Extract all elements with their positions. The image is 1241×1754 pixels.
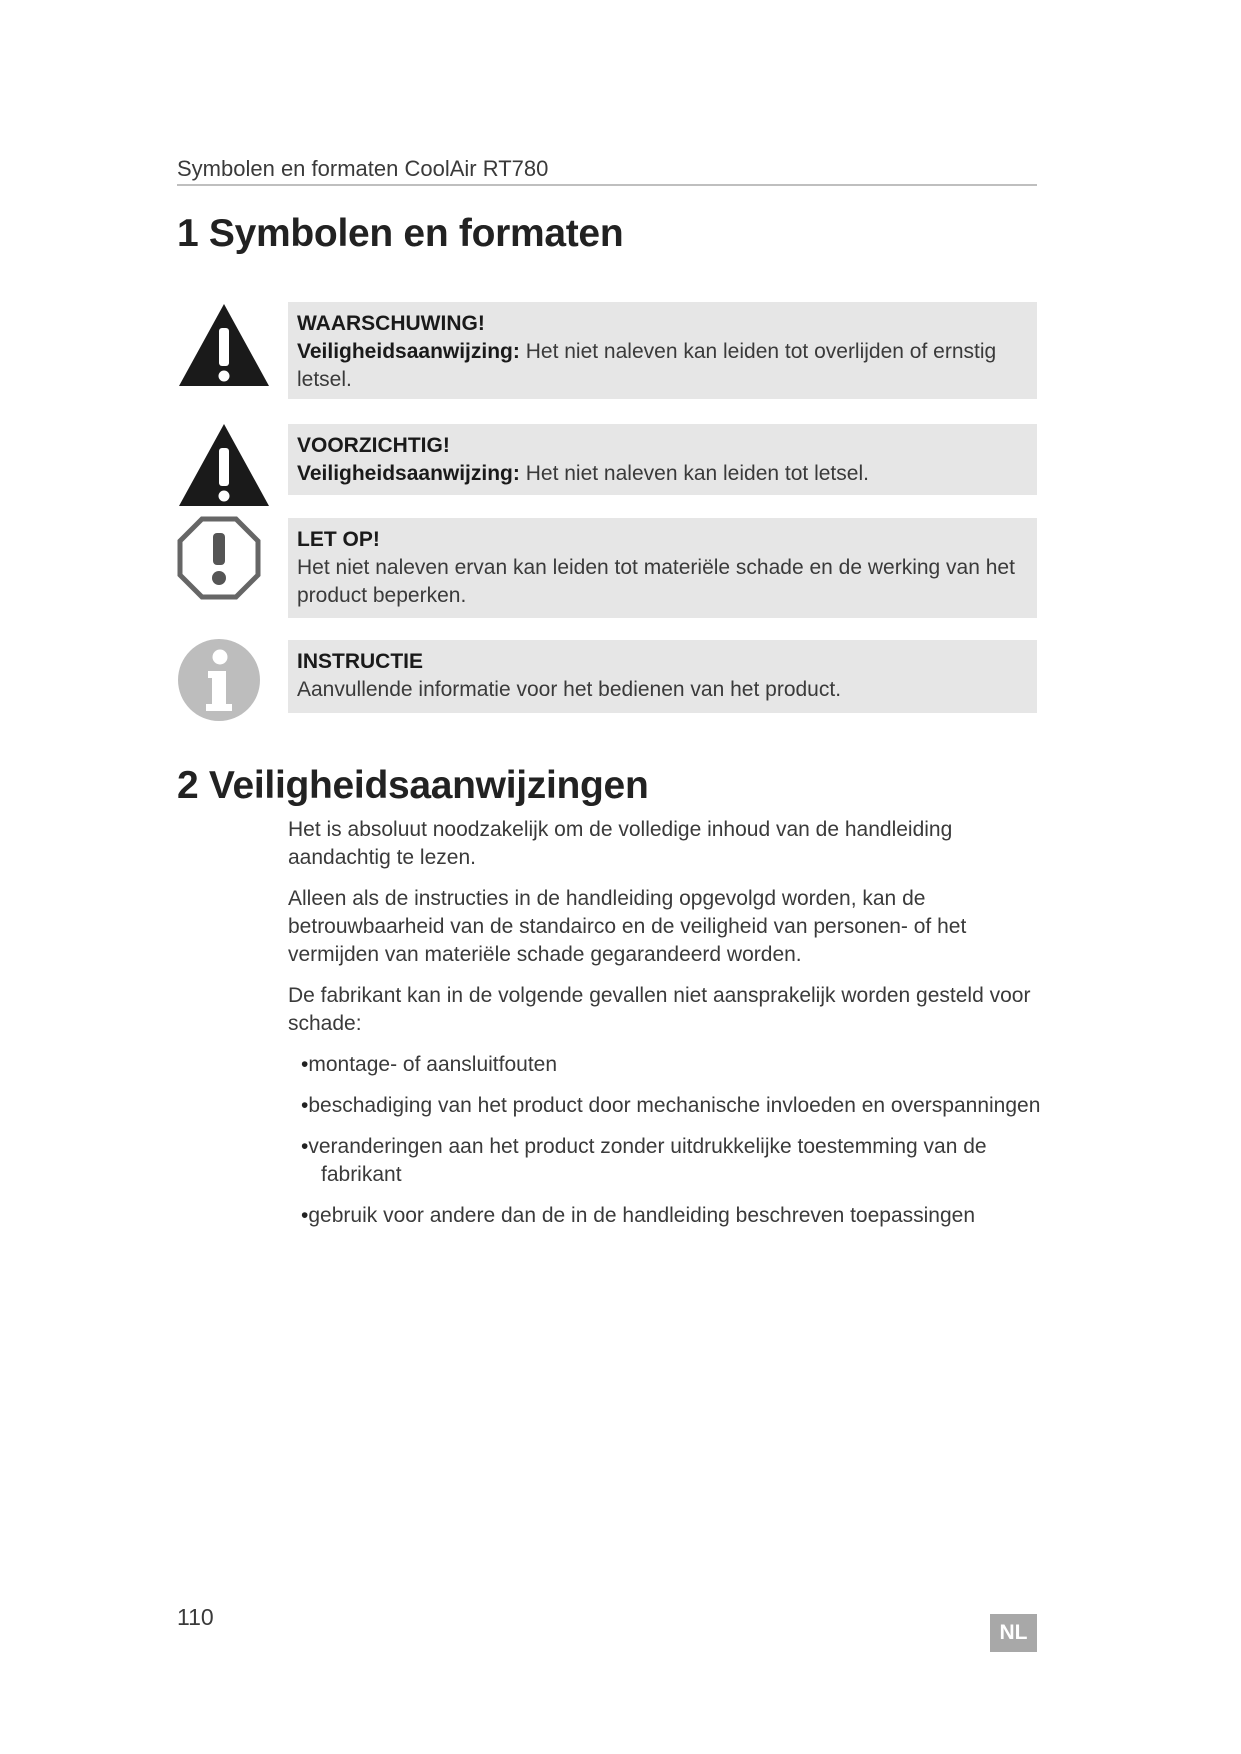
instruction-notice <box>288 640 1037 713</box>
warning-triangle-icon <box>177 300 271 392</box>
list-item: •veranderingen aan het product zonder uitdrukkelijke toestemming van de fabrikant <box>301 1135 987 1186</box>
notice-signal-word: VOORZICHTIG! <box>297 434 450 457</box>
notice-lead: Veiligheidsaanwijzing: <box>297 340 520 363</box>
notice-text: Het niet naleven kan leiden tot overlijden of ernstig letsel. <box>297 340 997 391</box>
notice-text: Het niet naleven ervan kan leiden tot materiële schade en de werking van het product beperken. <box>297 556 1015 607</box>
notice-box-let-op <box>288 518 1037 618</box>
paragraph: Alleen als de instructies in de handleiding opgevolgd worden, kan de betrouwbaarheid van de standairco en de veiligheid van personen- of het vermijden van materiële schade gegarandeerd worden. <box>288 887 967 966</box>
paragraph: Het is absoluut noodzakelijk om de volledige inhoud van de handleiding aandachtig te lezen. <box>288 818 953 869</box>
notice-lead: Veiligheidsaanwijzing: <box>297 462 520 485</box>
notice-signal-word: INSTRUCTIE <box>297 650 423 673</box>
language-badge: NL <box>990 1614 1037 1652</box>
list-item: •montage- of aansluitfouten <box>301 1053 558 1076</box>
section-2-title: 2 Veiligheidsaanwijzingen <box>177 764 649 807</box>
info-icon <box>177 638 261 722</box>
notice-signal-word: WAARSCHUWING! <box>297 312 485 335</box>
notice-signal-word: LET OP! <box>297 528 380 551</box>
warning-notice <box>288 302 1037 399</box>
bullet-dot: • <box>301 1135 309 1158</box>
list-item: •beschadiging van het product door mechanische invloeden en overspanningen <box>301 1094 1041 1117</box>
caution-notice <box>288 424 1037 495</box>
notice-text: Het niet naleven kan leiden tot letsel. <box>519 462 869 485</box>
liability-list <box>288 1051 1048 1230</box>
list-item: •gebruik voor andere dan de in de handleiding beschreven toepassingen <box>301 1204 976 1227</box>
running-header: Symbolen en formaten CoolAir RT780 <box>177 156 1037 186</box>
bullet-dot: • <box>301 1204 309 1227</box>
bullet-dot: • <box>301 1053 309 1076</box>
paragraph: De fabrikant kan in de volgende gevallen niet aansprakelijk worden gesteld voor schade: <box>288 984 1031 1035</box>
caution-triangle-icon <box>177 420 271 512</box>
notice-octagon-icon <box>177 516 261 600</box>
bullet-dot: • <box>301 1094 309 1117</box>
safety-body <box>288 816 1048 1243</box>
page-number: 110 <box>177 1604 214 1630</box>
section-1-title: 1 Symbolen en formaten <box>177 212 624 255</box>
notice-text: Aanvullende informatie voor het bedienen van het product. <box>297 678 842 701</box>
